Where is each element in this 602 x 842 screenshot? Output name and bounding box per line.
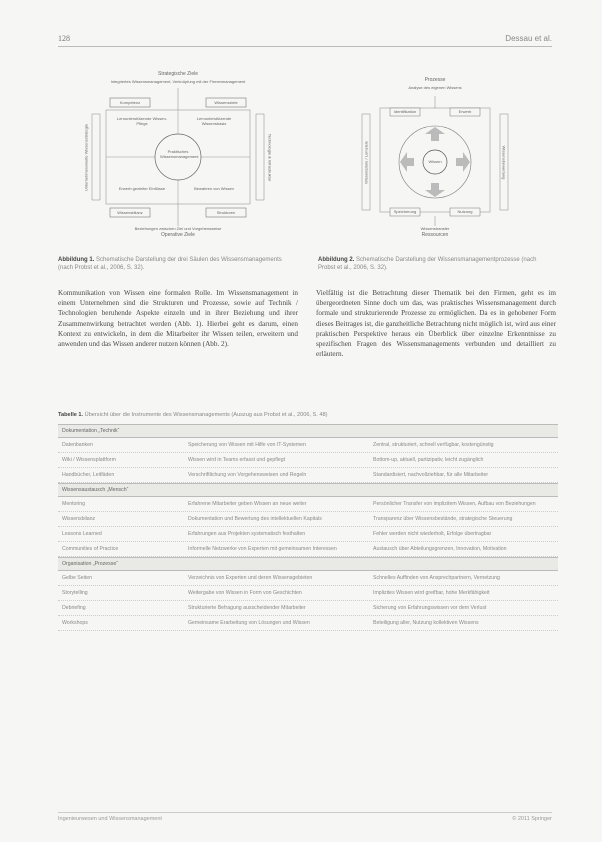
figure-2-caption: [318, 256, 552, 272]
fig1-bottom-left-box: Wissensbilanz: [117, 210, 143, 215]
fig2-br-box: Nutzung: [457, 209, 473, 214]
table-cell: Erfahrungen aus Projekten systematisch festhalten: [188, 531, 306, 537]
fig1-bottom-right-box: Strukturen: [216, 210, 236, 215]
fig1-bottom-subtitle: Beziehungen zwischen Ziel und Vorgehensweise: [134, 226, 222, 231]
fig2-tr-box: Erwerb: [458, 109, 472, 114]
footer-rule: [58, 812, 552, 813]
table-cell: Workshops: [62, 620, 88, 626]
figure-2: [318, 64, 552, 244]
body-text-left: Kommunikation von Wissen eine formalen Rolle. Im Wissensmanagement in einem Unternehmen sind die Strukturen und Prozesse, sowie auf Technik / Technologien beruhende Aspekte einzeln und in ihrer Beziehung und ihrer Zusammenwirkung betrachtet werden (Abb. 1). Hierbei geht es darum, einen Kontext zu entwickeln, in dem die Mitarbeiter ihr Wissen teilen, erweitern und anwenden und das Wissen anderer nutzen können (Abb. 2).: [58, 289, 298, 349]
table-caption-text: Übersicht über die Instrumente des Wissensmanagements (Auszug aus Probst et al., 2006, S. 48): [84, 412, 328, 418]
table-row: [58, 601, 558, 616]
table-cell: Gemeinsame Erarbeitung von Lösungen und Wissen: [188, 620, 310, 626]
footer-publisher: © 2011 Springer: [512, 816, 552, 822]
fig2-center: Wissen: [428, 159, 442, 164]
table-cell: Fehler werden nicht wiederholt, Erfolge übertragbar: [373, 531, 492, 537]
table-cell: Beteiligung aller, Nutzung kollektiven Wissens: [373, 620, 479, 626]
fig1-top-subtitle: Integriertes Wissensmanagement, Verknüpfung mit der Firmenmanagement: [110, 79, 246, 84]
table-cell: Debriefing: [62, 605, 86, 611]
table-cell: Handbücher, Leitfäden: [62, 472, 115, 478]
table-cell: Communities of Practice: [62, 546, 119, 552]
table-cell: Austausch über Abteilungsgrenzen, Innovation, Motivation: [373, 546, 507, 552]
table-cell: Wiki / Wissensplattform: [62, 457, 116, 463]
figure-1-caption: [58, 256, 298, 272]
page-number: 128: [58, 34, 70, 43]
fig2-tl-box: Identifikation: [393, 109, 417, 114]
instruments-table: [58, 424, 558, 631]
table-cell: Sicherung von Erfahrungswissen vor dem Verlust: [373, 605, 487, 611]
table-cell: Verschriftlichung von Vorgehensweisen und Regeln: [188, 472, 307, 478]
table-section-title: Wissensaustausch „Mensch“: [58, 483, 558, 497]
figure-1: [58, 64, 298, 244]
fig2-right-label: Wissensbewertung: [501, 145, 507, 180]
table-cell: Verzeichnis von Experten und deren Wissensgebieten: [188, 575, 313, 581]
table-cell: Dokumentation und Bewertung des intellektuellen Kapitals: [188, 516, 322, 522]
table-row: [58, 497, 558, 512]
fig2-bl-box: Speicherung: [393, 209, 417, 214]
header-rule: [58, 46, 552, 47]
table-cell: Standardisiert, nachvollziehbar, für alle Mitarbeiter: [373, 472, 489, 478]
table-cell: Weitergabe von Wissen in Form von Geschichten: [188, 590, 302, 596]
table-cell: Schnelles Auffinden von Ansprechpartnern, Vernetzung: [373, 575, 500, 581]
caption-1-label: Abbildung 1.: [58, 257, 95, 263]
table-row: [58, 571, 558, 586]
fig1-bottom-title: Operative Ziele: [161, 232, 195, 238]
caption-1-text: Schematische Darstellung der drei Säulen des Wissensmanagements (nach Probst et al., 2006, S. 32).: [58, 257, 282, 271]
fig1-top-title: Strategische Ziele: [157, 71, 199, 77]
fig1-top-right-box: Wissensziele: [214, 100, 238, 105]
figure-2-diagram: [318, 64, 552, 244]
fig1-inner-tl: Lernunterstützende Wissen-Pflege: [116, 116, 168, 126]
table-section-title: Dokumentation „Technik“: [58, 424, 558, 438]
table-row: [58, 468, 558, 483]
table-cell: Informelle Netzwerke von Experten mit gemeinsamen Interessen: [188, 546, 337, 552]
footer-journal: Ingenieurwesen und Wissensmanagement: [58, 816, 162, 822]
table-cell: Strukturierte Befragung ausscheidender Mitarbeiter: [188, 605, 306, 611]
fig1-center: Praktisches Wissensmanagement: [160, 149, 199, 159]
table-cell: Speicherung von Wissen mit Hilfe von IT-Systemen: [188, 442, 306, 448]
table-row: [58, 616, 558, 631]
caption-2-label: Abbildung 2.: [318, 257, 355, 263]
table-row: [58, 542, 558, 557]
table-row: [58, 527, 558, 542]
table-cell: Storytelling: [62, 590, 88, 596]
table-row: [58, 438, 558, 453]
table-cell: Erfahrene Mitarbeiter geben Wissen an neue weiter: [188, 501, 307, 507]
table-cell: Transparenz über Wissensbestände, strategische Steuerung: [373, 516, 513, 522]
fig1-right-label: Technologie & Infrastruktur: [267, 133, 273, 182]
table-caption: [58, 412, 558, 418]
table-cell: Lessons Learned: [62, 531, 102, 537]
table-row: [58, 586, 558, 601]
fig2-top-subtitle: Analyse des eigenen Wissens: [408, 85, 462, 90]
fig1-left-label: Unternehmensweite Wissensstrategie: [83, 123, 89, 192]
table-section-title: Organisation „Prozesse“: [58, 557, 558, 571]
table-cell: Wissensbilanz: [62, 516, 96, 522]
table-cell: Persönlicher Transfer von implizitem Wissen, Aufbau von Beziehungen: [373, 501, 536, 507]
fig2-left-label: Wissensziele / Lernziele: [363, 141, 369, 184]
table-cell: Bottom-up, aktuell, partizipativ, leicht zugänglich: [373, 457, 484, 463]
fig1-inner-tr: Lernunterstützende Wissensbasis: [196, 116, 232, 126]
fig1-inner-bl: Erwerb gezielter Einflüsse: [118, 186, 166, 191]
table-cell: Gelbe Seiten: [62, 575, 92, 581]
fig1-inner-br: Bewahren von Wissen: [194, 186, 234, 191]
table-cell: Zentral, strukturiert, schnell verfügbar, kostengünstig: [373, 442, 494, 448]
body-text-right: Vielfältig ist die Betrachtung dieser Thematik bei den Firmen, geht es im übergeordneten Sinne doch um das, was praktisches Wissensmanagement durch formale und strukturierende Prozesse zu ermöglichen. Da es in gehobener Form dieses Beitrages ist, die ganzheitliche Betrachtung nicht möglich ist, wird aus einer praktischen Perspektive heraus ein Überblick über einzelne Erkenntnisse zu spezifischen Fragen des Wissensmanagements verbunden und detailliert zu erläutern.: [316, 289, 556, 359]
table-cell: Datenbanken: [62, 442, 93, 448]
running-title: Dessau et al.: [505, 34, 552, 43]
fig2-bottom-subtitle: Wissenstransfer: [420, 226, 450, 231]
fig2-bottom-title: Ressourcen: [421, 232, 449, 238]
table-cell: Wissen wird in Teams erfasst und gepflegt: [188, 457, 286, 463]
table-cell: Implizites Wissen wird greifbar, hohe Merkfähigkeit: [373, 590, 490, 596]
table-cell: Mentoring: [62, 501, 86, 507]
table-row: [58, 512, 558, 527]
fig1-top-left-box: Kompetenz: [119, 100, 141, 105]
caption-2-text: Schematische Darstellung der Wissensmanagementprozesse (nach Probst et al., 2006, S. 32).: [318, 257, 537, 271]
table-row: [58, 453, 558, 468]
table-caption-label: Tabelle 1.: [58, 412, 84, 418]
fig2-top-title: Prozesse: [424, 77, 446, 83]
